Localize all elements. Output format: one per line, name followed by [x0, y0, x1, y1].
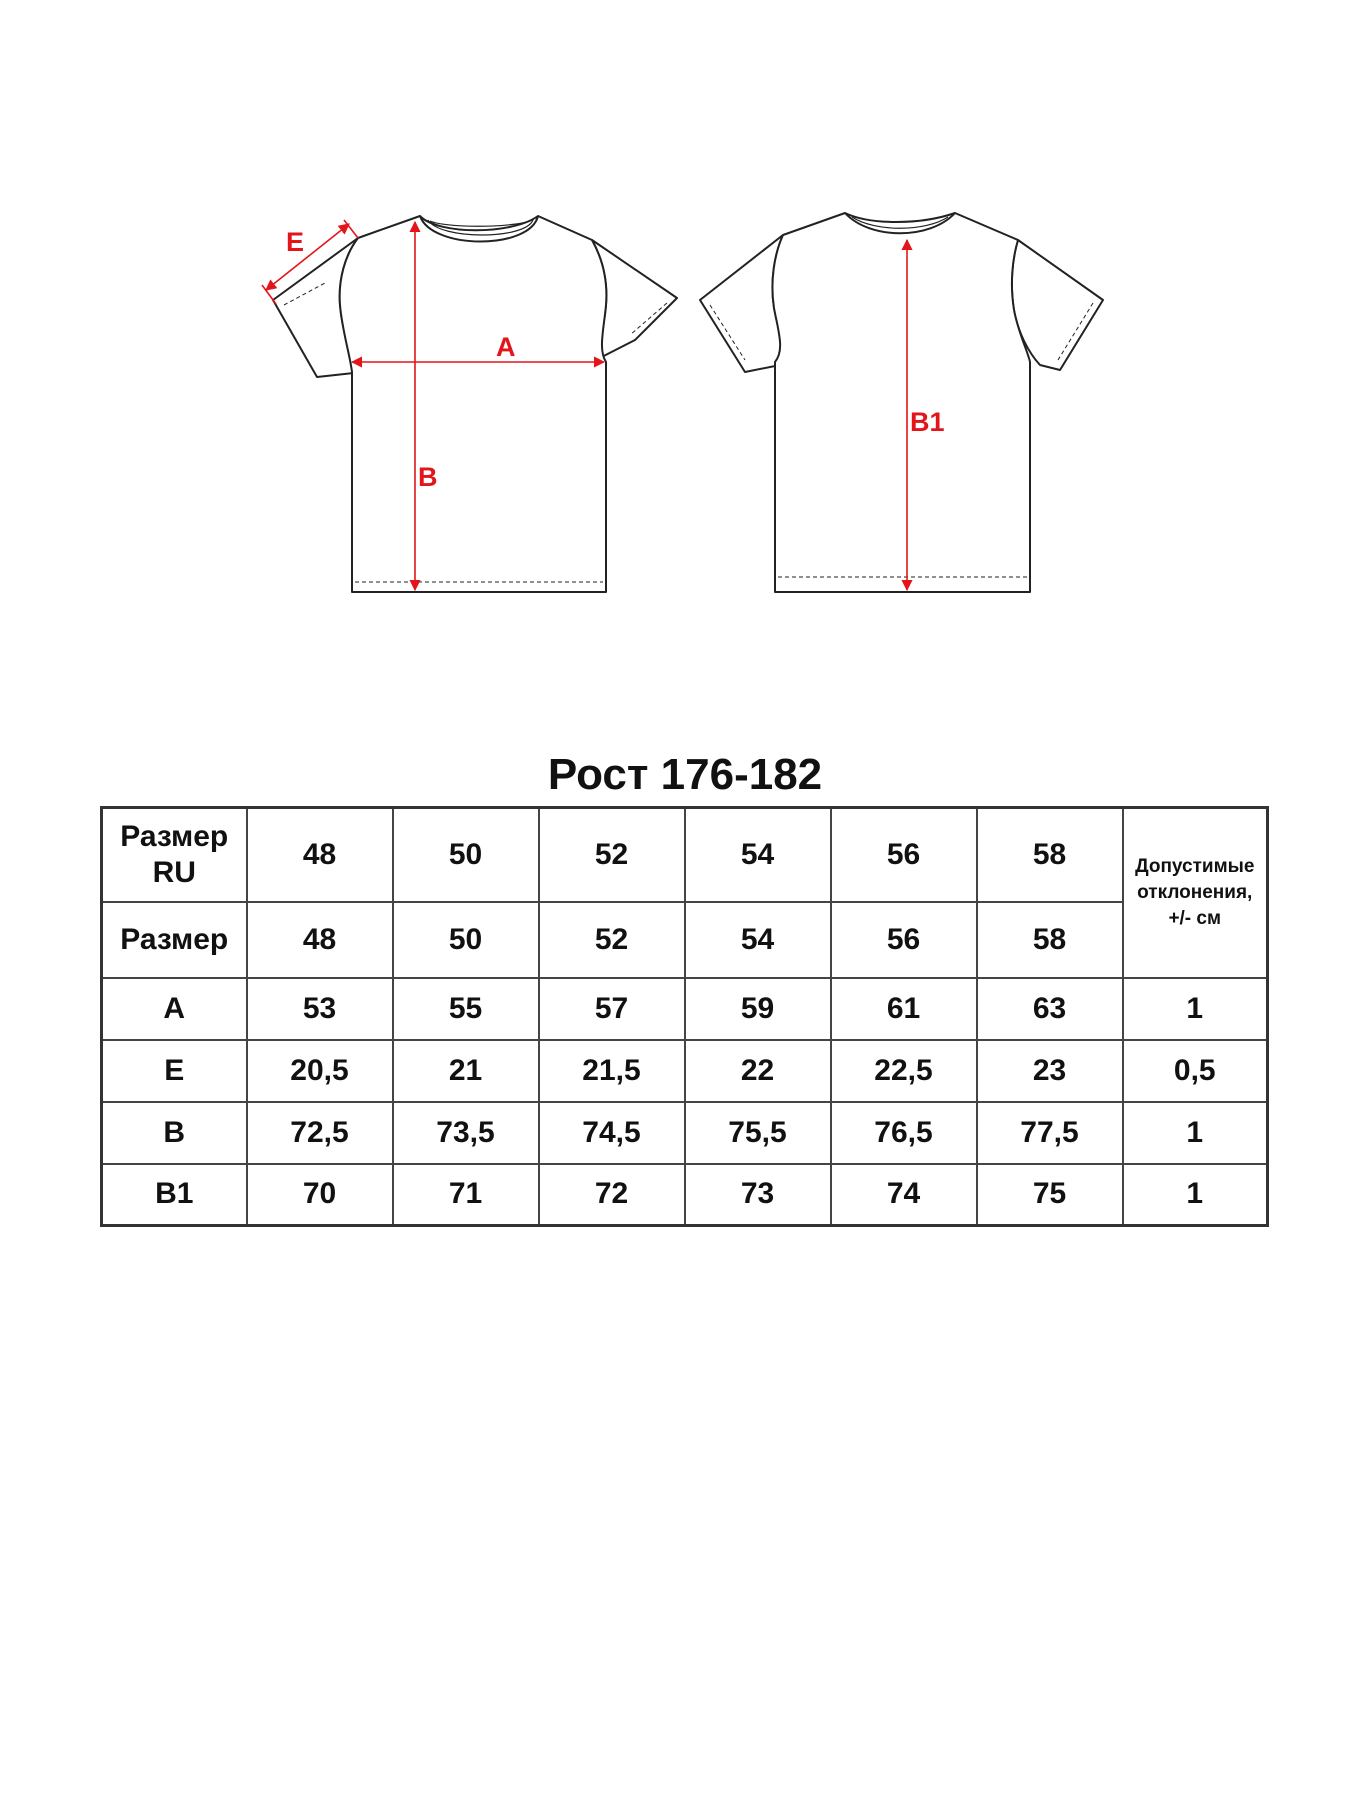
label-b1: B1 — [910, 407, 945, 437]
table-cell: 72,5 — [247, 1102, 393, 1164]
table-cell: 77,5 — [977, 1102, 1123, 1164]
table-cell: 22 — [685, 1040, 831, 1102]
table-cell: 74,5 — [539, 1102, 685, 1164]
tshirt-measurement-diagram — [0, 0, 1350, 620]
table-row-a — [102, 978, 1268, 1040]
row-label-b1: B1 — [102, 1164, 247, 1226]
front-body — [340, 216, 607, 592]
table-row-e — [102, 1040, 1268, 1102]
table-cell: 75,5 — [685, 1102, 831, 1164]
table-cell: 52 — [539, 808, 685, 902]
table-cell: 48 — [247, 902, 393, 978]
row-label-a: A — [102, 978, 247, 1040]
label-a: A — [496, 332, 516, 362]
table-cell: 23 — [977, 1040, 1123, 1102]
table-cell: 71 — [393, 1164, 539, 1226]
table-row-size-ru — [102, 808, 1268, 902]
tolerance-cell: 1 — [1123, 1164, 1268, 1226]
table-cell: 58 — [977, 902, 1123, 978]
tolerance-cell: 0,5 — [1123, 1040, 1268, 1102]
table-cell: 57 — [539, 978, 685, 1040]
row-label-size-ru: Размер RU — [102, 808, 247, 902]
table-cell: 56 — [831, 902, 977, 978]
table-row-b1 — [102, 1164, 1268, 1226]
table-cell: 63 — [977, 978, 1123, 1040]
table-cell: 61 — [831, 978, 977, 1040]
table-cell: 54 — [685, 902, 831, 978]
size-chart-table — [100, 806, 1269, 1227]
tshirt-front-view — [273, 216, 677, 592]
table-cell: 73,5 — [393, 1102, 539, 1164]
table-cell: 20,5 — [247, 1040, 393, 1102]
row-label-b: B — [102, 1102, 247, 1164]
table-cell: 56 — [831, 808, 977, 902]
back-body — [772, 213, 1030, 592]
label-b: B — [418, 462, 438, 492]
table-cell: 48 — [247, 808, 393, 902]
row-label-size: Размер — [102, 902, 247, 978]
tolerance-cell: 1 — [1123, 978, 1268, 1040]
table-cell: 74 — [831, 1164, 977, 1226]
table-cell: 53 — [247, 978, 393, 1040]
table-cell: 50 — [393, 902, 539, 978]
table-cell: 21,5 — [539, 1040, 685, 1102]
tshirt-back-view — [700, 213, 1103, 592]
measure-line-e-tick-2 — [344, 220, 358, 238]
table-cell: 55 — [393, 978, 539, 1040]
tolerance-header: Допустимые отклонения, +/- см — [1123, 808, 1268, 978]
table-row-size — [102, 902, 1268, 978]
table-cell: 70 — [247, 1164, 393, 1226]
row-label-e: E — [102, 1040, 247, 1102]
table-cell: 50 — [393, 808, 539, 902]
table-cell: 58 — [977, 808, 1123, 902]
table-cell: 73 — [685, 1164, 831, 1226]
table-cell: 52 — [539, 902, 685, 978]
table-cell: 59 — [685, 978, 831, 1040]
table-cell: 75 — [977, 1164, 1123, 1226]
table-cell: 54 — [685, 808, 831, 902]
table-cell: 72 — [539, 1164, 685, 1226]
label-e: E — [286, 227, 305, 257]
table-title: Рост 176-182 — [547, 750, 823, 799]
table-cell: 76,5 — [831, 1102, 977, 1164]
tolerance-cell: 1 — [1123, 1102, 1268, 1164]
table-row-b — [102, 1102, 1268, 1164]
table-cell: 21 — [393, 1040, 539, 1102]
table-cell: 22,5 — [831, 1040, 977, 1102]
